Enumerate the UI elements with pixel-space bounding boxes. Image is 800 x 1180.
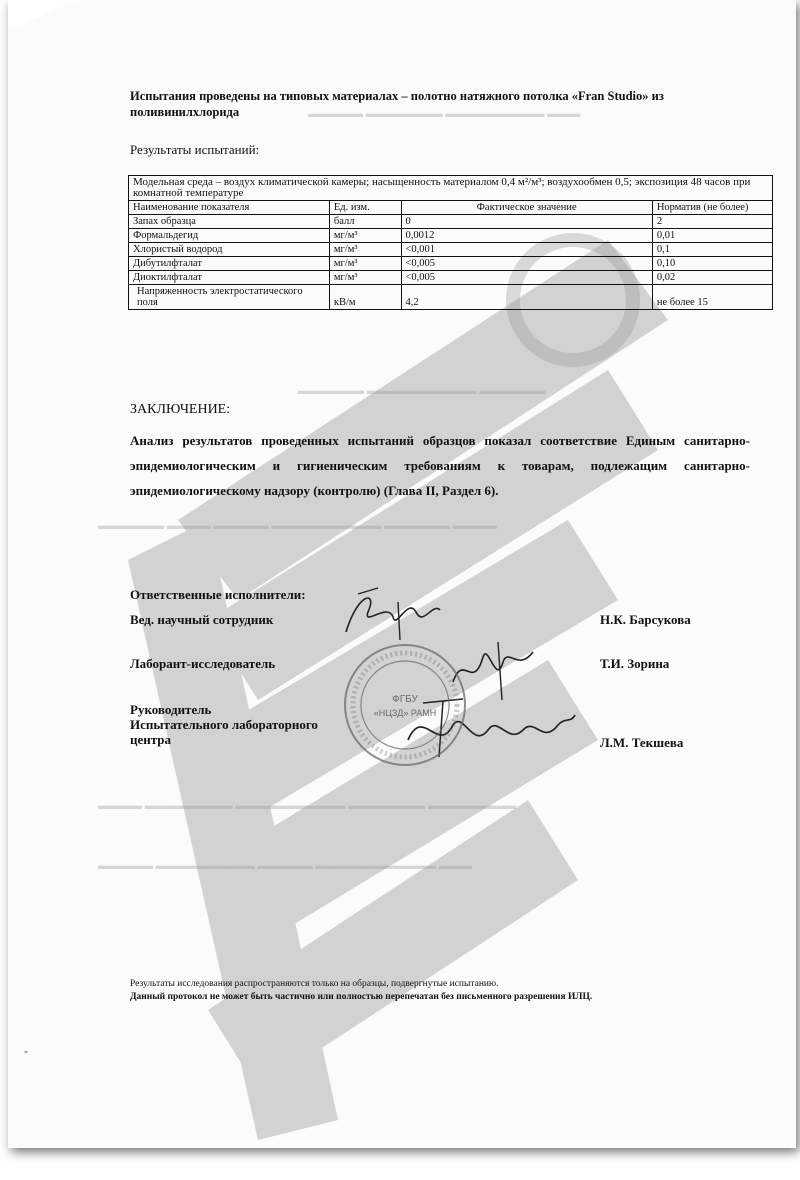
table-cell: 0,10 [652, 257, 772, 271]
signature-role: Вед. научный сотрудник [130, 612, 274, 627]
signature-name: Т.И. Зорина [600, 656, 670, 671]
table-cell: мг/м³ [329, 229, 401, 243]
footer-line: Результаты исследования распространяются только на образцы, подвергнутые испытанию. [130, 979, 499, 989]
results-table [128, 175, 773, 310]
table-cell: 0,1 [652, 243, 772, 257]
table-cell: 0,02 [652, 271, 772, 285]
table-cell: Напряженность электростатического поля [129, 285, 330, 310]
bleed-through-text: ▬▬▬▬▬ ▬▬▬▬▬▬▬▬▬ ▬▬▬▬▬ ▬▬▬▬▬▬▬▬▬▬▬ ▬▬▬ [98, 860, 472, 872]
header-cell: Норматив (не более) [652, 201, 772, 215]
table-cell: <0,005 [401, 257, 652, 271]
table-cell: мг/м³ [329, 243, 401, 257]
table-cell: 4,2 [401, 285, 652, 310]
conclusion-title: ЗАКЛЮЧЕНИЕ: [130, 402, 231, 417]
fran-studio-watermark [8, 0, 796, 1148]
table-row [129, 271, 773, 285]
bleed-through-text: ▬▬▬▬▬ ▬▬▬▬▬▬▬ ▬▬▬▬▬▬▬▬▬ ▬▬▬ [308, 108, 581, 120]
table-cell: <0,005 [401, 271, 652, 285]
header-cell: Фактическое значение [401, 201, 652, 215]
table-row [129, 229, 773, 243]
table-cell: 0,01 [652, 229, 772, 243]
conclusion-text: Анализ результатов проведенных испытаний образцов показал соответствие Единым санитарно-эпидемиологическим и гигиеническим требованиям к товарам, подлежащим санитарно-эпидемиологическому надзору (контролю) (Глава II, Раздел 6). [130, 433, 750, 498]
table-cell: не более 15 [652, 285, 772, 310]
document-page [8, 0, 796, 1148]
footer-line: Данный протокол не может быть частично или полностью перепечатан без письменного разрешения ИЛЦ. [130, 992, 593, 1002]
table-cell: 2 [652, 215, 772, 229]
signature-role: Лаборант-исследователь [130, 656, 276, 671]
table-header-row [129, 201, 773, 215]
table-cell: мг/м³ [329, 271, 401, 285]
bleed-through-text: ▬▬▬▬▬▬ ▬▬▬▬ ▬▬▬▬▬ ▬▬▬▬▬▬▬▬▬▬ ▬▬▬▬▬▬ ▬▬▬▬ [98, 520, 497, 532]
table-cell: Формальдегид [129, 229, 330, 243]
footer-notes [130, 978, 592, 1004]
table-cell: <0,001 [401, 243, 652, 257]
table-row [129, 215, 773, 229]
table-cell: 0 [401, 215, 652, 229]
bleed-through-text: ▬▬▬▬▬▬ ▬▬▬▬▬▬▬▬▬▬ ▬▬▬▬▬▬ [298, 385, 546, 397]
handwritten-signature [338, 582, 448, 646]
signatures-header: Ответственные исполнители: [130, 587, 306, 602]
signature-name: Л.М. Текшева [600, 735, 684, 750]
bleed-through-text: ▬▬▬▬ ▬▬▬▬▬▬▬▬ ▬▬▬▬▬▬▬▬▬▬ ▬▬▬▬▬▬▬ ▬▬▬▬▬▬▬▬ [98, 800, 516, 812]
table-row [129, 285, 773, 310]
table-row [129, 243, 773, 257]
table-cell: Дибутилфталат [129, 257, 330, 271]
organization-stamp [340, 640, 470, 770]
table-cell: 0,0012 [401, 229, 652, 243]
folded-corner [8, 0, 78, 30]
table-cell: кВ/м [329, 285, 401, 310]
table-cell: мг/м³ [329, 257, 401, 271]
results-label: Результаты испытаний: [130, 142, 260, 157]
header-cell: Наименование показателя [129, 201, 330, 215]
signature-name: Н.К. Барсукова [600, 612, 691, 627]
table-environment-row [129, 176, 773, 201]
table-cell: Запах образца [129, 215, 330, 229]
page-mark: " [24, 1050, 29, 1061]
environment-cell: Модельная среда – воздух климатической камеры; насыщенность материалом 0,4 м²/м³; воздухообмен 0,5; экспозиция 48 часов при комнатной температуре [129, 176, 773, 201]
table-cell: балл [329, 215, 401, 229]
header-cell: Ед. изм. [329, 201, 401, 215]
table-cell: Хлористый водород [129, 243, 330, 257]
stamp-text: ФГБУ [392, 694, 418, 705]
table-row [129, 257, 773, 271]
signature-role: Руководитель Испытательного лабораторного центра [130, 702, 318, 747]
intro-text: Испытания проведены на типовых материалах – полотно натяжного потолка «Fran Studio» из поливинилхлорида [130, 89, 664, 119]
table-cell: Диоктилфталат [129, 271, 330, 285]
stamp-text: «НЦЗД» РАМН [373, 708, 437, 718]
